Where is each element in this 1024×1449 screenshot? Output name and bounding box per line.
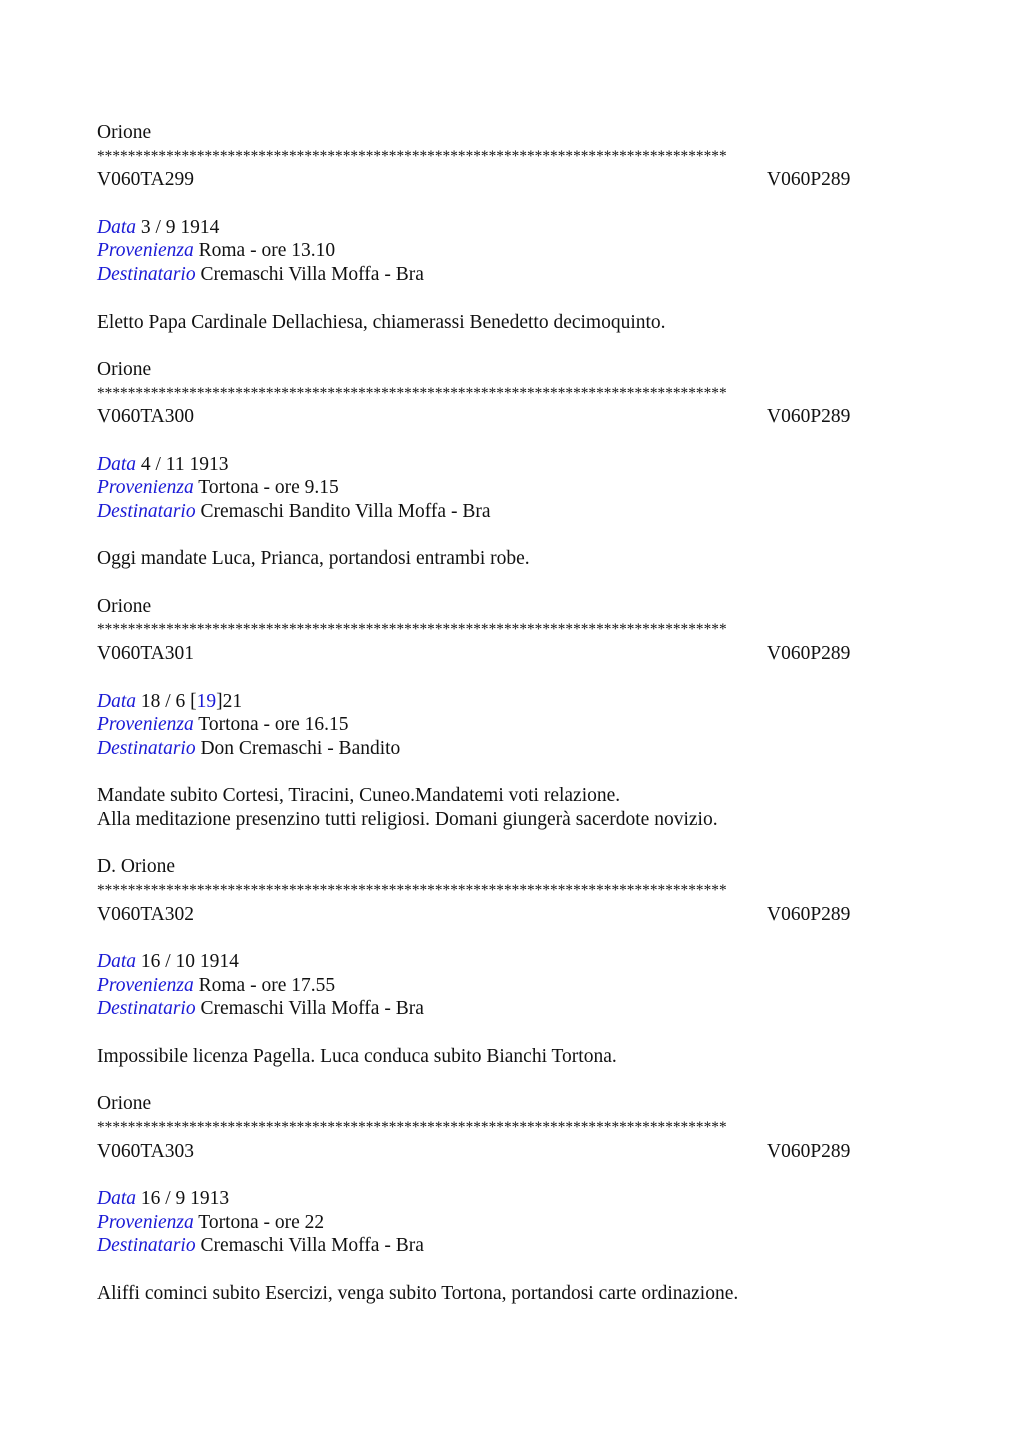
destinatario-label: Destinatario: [97, 998, 196, 1020]
signature: Orione: [97, 595, 152, 617]
destinatario-label: Destinatario: [97, 1235, 196, 1257]
date-line: [97, 216, 927, 240]
destinatario-value: Cremaschi Bandito Villa Moffa - Bra: [200, 501, 491, 522]
provenienza-value: Roma - ore 13.10: [198, 240, 336, 262]
date-label: Data: [97, 1187, 136, 1209]
spacer: [97, 1021, 927, 1045]
destinatario-value: Cremaschi Villa Moffa - Bra: [200, 1235, 424, 1257]
entry-header: [97, 903, 927, 927]
spacer: [97, 761, 927, 785]
signature: Orione: [97, 122, 152, 143]
telegram-entry: [97, 879, 927, 1116]
provenienza-label: Provenienza: [97, 477, 194, 499]
separator: **********************************************************************************: [97, 384, 727, 402]
provenienza-value: Roma - ore 17.55: [198, 974, 336, 996]
separator: **********************************************************************************: [97, 882, 727, 899]
destinatario-value: Don Cremaschi - Bandito: [200, 737, 401, 759]
telegram-entry: [97, 145, 927, 382]
entry-id: V060TA300: [97, 406, 195, 428]
provenienza-label: Provenienza: [97, 1211, 194, 1233]
entry-id: V060TA303: [97, 1140, 195, 1162]
spacer: [97, 1069, 927, 1093]
entry-ref: V060P289: [767, 903, 851, 925]
destinatario-line: [97, 737, 927, 761]
spacer: [97, 666, 927, 690]
date-value: 4 / 11 1913: [140, 453, 229, 475]
provenienza-value: Tortona - ore 22: [198, 1211, 325, 1233]
date-label: Data: [97, 690, 136, 712]
destinatario-line: [97, 1234, 927, 1258]
destinatario-value: Cremaschi Villa Moffa - Bra: [200, 998, 424, 1020]
spacer: [97, 832, 927, 856]
date-value-end: ]21: [216, 690, 243, 712]
entry-id: V060TA301: [97, 643, 195, 665]
provenienza-line: [97, 713, 927, 737]
date-value-start: 18 / 6 [: [140, 690, 197, 712]
destinatario-value: Cremaschi Villa Moffa - Bra: [200, 264, 424, 286]
message-body: Alla meditazione presenzino tutti religiosi. Domani giungerà sacerdote novizio.: [97, 808, 718, 830]
date-label: Data: [97, 951, 136, 973]
entry-id: V060TA302: [97, 903, 195, 925]
spacer: [97, 1163, 927, 1187]
separator: **********************************************************************************: [97, 1118, 727, 1136]
destinatario-label: Destinatario: [97, 737, 196, 759]
spacer: [97, 287, 927, 311]
provenienza-label: Provenienza: [97, 714, 194, 736]
message-body: Oggi mandate Luca, Prianca, portandosi entrambi robe.: [97, 548, 530, 570]
message-body: Impossibile licenza Pagella. Luca conduca subito Bianchi Tortona.: [97, 1045, 617, 1067]
entry-header: [97, 642, 927, 666]
entry-header: [97, 168, 927, 192]
date-line: [97, 1187, 927, 1211]
date-label: Data: [97, 216, 136, 238]
entry-id: V060TA299: [97, 169, 195, 191]
date-line: [97, 453, 927, 477]
date-line: [97, 950, 927, 974]
message-body: Eletto Papa Cardinale Dellachiesa, chiamerassi Benedetto decimoquinto.: [97, 311, 666, 333]
destinatario-line: [97, 997, 927, 1021]
date-value: 3 / 9 1914: [140, 216, 220, 238]
document-page: [97, 121, 927, 1305]
signature: Orione: [97, 1093, 152, 1115]
entry-ref: V060P289: [767, 406, 851, 428]
entry-ref: V060P289: [767, 643, 851, 665]
spacer: [97, 571, 927, 595]
date-value: 16 / 10 1914: [140, 951, 239, 973]
signature: Orione: [97, 358, 152, 380]
provenienza-line: [97, 1211, 927, 1235]
signature: D. Orione: [97, 856, 175, 878]
spacer: [97, 524, 927, 548]
provenienza-label: Provenienza: [97, 240, 194, 262]
telegram-entry: [97, 618, 927, 879]
destinatario-label: Destinatario: [97, 501, 196, 522]
spacer: [97, 1258, 927, 1282]
date-value: 16 / 9 1913: [140, 1187, 230, 1209]
message-body: Mandate subito Cortesi, Tiracini, Cuneo.Mandatemi voti relazione.: [97, 785, 621, 807]
destinatario-line: [97, 263, 927, 287]
entry-ref: V060P289: [767, 1140, 851, 1162]
spacer: [97, 192, 927, 216]
provenienza-line: [97, 476, 927, 500]
date-line: [97, 690, 927, 714]
entry-ref: V060P289: [767, 169, 851, 191]
separator: **********************************************************************************: [97, 621, 727, 639]
spacer: [97, 334, 927, 358]
provenienza-value: Tortona - ore 9.15: [198, 477, 339, 499]
spacer: [97, 429, 927, 453]
separator: **********************************************************************************: [97, 147, 727, 165]
destinatario-line: [97, 500, 927, 524]
provenienza-value: Tortona - ore 16.15: [198, 714, 349, 736]
provenienza-line: [97, 974, 927, 998]
date-editorial-note[interactable]: 19: [196, 690, 217, 712]
date-label: Data: [97, 453, 136, 475]
spacer: [97, 926, 927, 950]
telegram-entry: [97, 1116, 927, 1306]
entry-header: [97, 1140, 927, 1164]
destinatario-label: Destinatario: [97, 264, 196, 286]
provenienza-line: [97, 239, 927, 263]
entry-header: [97, 405, 927, 429]
telegram-entry: [97, 382, 927, 619]
provenienza-label: Provenienza: [97, 974, 194, 996]
message-body: Aliffi cominci subito Esercizi, venga subito Tortona, portandosi carte ordinazione.: [97, 1282, 739, 1304]
